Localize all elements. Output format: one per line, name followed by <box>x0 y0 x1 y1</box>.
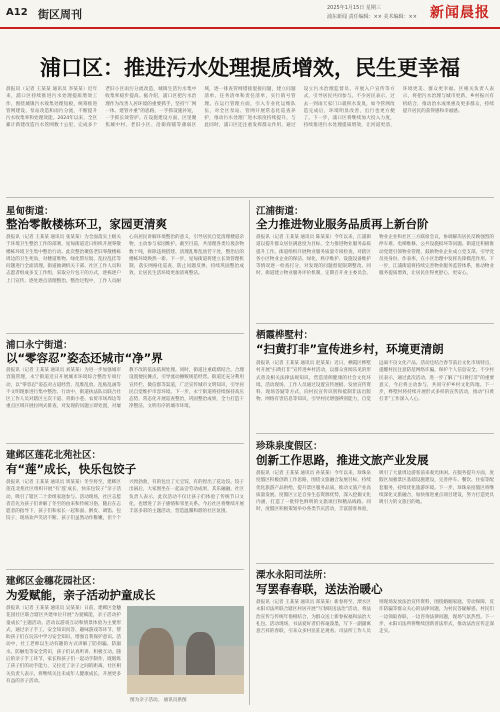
article-body: 晨报讯（记者 王某某 通讯员 吴某某）日前，建邺区金穗花园社区联合辖区共建单位开展“为爱赋能，亲子活动护童成长”主题活动。活动以游戏互动和情景体验为主要形式，通过亲子手工、安全知识问答、趣味游戏等环节，帮助孩子们在玩乐中学习安全知识，增强自我保护意识。活动中，社工老师以生动有趣的方式讲解了防拐骗、防溺水、防触电等安全常识，孩子们认真听讲、积极互动。随后的亲子手工环节，家长和孩子们一起动手制作，既锻炼了孩子们的动手能力，又拉近了亲子之间的距离。社区相关负责人表示，将继续关注未成年人健康成长，开展更多有益的亲子活动。 <box>6 606 121 684</box>
article-label: 星甸街道： <box>6 206 54 217</box>
article-title: 全力推进物业服务品质再上新台阶 <box>256 217 429 231</box>
divider <box>6 333 244 334</box>
article-title: “扫黄打非”宣传进乡村，环境更清朗 <box>256 342 444 356</box>
article-body: 晨报讯（记者 王某某 通讯员 张某某）为全面落实上级关于环境卫生整治工作的部署，星甸街道近日组织开展零散楼栋环境卫生集中整治行动。此次整治聚焦老旧零散楼栋周边的卫生死角，对楼道堆物、绿化带垃圾、乱拉乱挂等问题进行全面清理。街道抽调机关干部、社区工作人员和志愿者组成多支工作组，采取分片包干的方式，逐栋逐户上门宣传、逐处逐点清理整治。整治过程中，工作人员耐心向居民讲解环境整治的意义，引导居民自觉清理楼道杂物，主动参与家园维护。截至目前，共清理各类垃圾杂物数十吨，拆除违规搭建、清理乱堆乱放若干处，整治后的楼栋环境焕然一新。下一步，星甸街道将建立长效管理机制，落实网格化巡查，防止问题反弹，持续巩固整治成效，让居民生活环境更加清爽整洁。 <box>6 235 244 284</box>
article-photo <box>127 606 244 694</box>
divider <box>256 563 494 564</box>
article-label: 栖霞桦墅村： <box>256 330 314 341</box>
article-label: 江浦街道： <box>256 206 304 217</box>
article-body: 晨报讯（记者 王某某 通讯员 周某某）冬至将至，建邺区莲花北苑社区组织开展“有‘莲’成长，快乐包饺子”亲子活动，吸引了辖区二十余组家庭参与。活动现场，社区志愿者首先为孩子们讲解了冬至的由来和传统习俗，随后在志愿者的指导下，孩子们和家长一起和面、擀皮、调馅、包饺子，现场欢声笑语不断。孩子们虽然动作稚嫩，但个个兴致勃勃，有的包出了元宝饺，有的捏出了花边饺。饺子出锅后，大家围坐在一起品尝劳动成果，其乐融融。社区负责人表示，此次活动不仅让孩子们体验了传统节日文化，也增进了亲子感情和邻里关系。今后社区将继续开展丰富多彩的主题活动，营造温馨和谐的社区氛围。 <box>6 480 244 522</box>
article-title: 整治零散楼栋环卫，家园更清爽 <box>6 217 167 231</box>
article-label: 建邺区金穗花园社区： <box>6 576 102 587</box>
lead-headline: 浦口区：推进污水处理提质增效，民生更幸福 <box>40 56 460 80</box>
article-body: 晨报讯（记者 王某某 通讯员 刘某某）为进一步加强城市容貌管理，永宁街道近日开展城市环境综合整治专项行动，以“零容忍”姿态对占道经营、乱堆乱放、乱贴乱画等不文明现象进行集中整治。行动中，街道执法队员联合社区工作人员对辖区主次干道、背街小巷、农贸市场周边等重点区域开展拉网式排查，对发现的问题立即处置，对屡教不改的依法依规处理。同时，街道注重疏堵结合，合理设置便民摊点，引导流动摊贩规范经营。街道还充分利用宣传栏、微信群等渠道，广泛宣传城市文明知识，引导居民自觉维护市容环境。下一步，永宁街道将持续保持高压态势，常态化开展巡查整治，巩固整治成果，全力打造干净整洁、文明有序的城市环境。 <box>6 368 244 410</box>
article-body: 晨报讯（记者 王某某 通讯员 赵某某）近日，栖霞区桦墅村开展“扫黄打非”宣传进乡村活动，以群众喜闻乐见的形式普及相关法律法规知识，营造清朗健康的社会文化环境。活动现场，工作人员通过设置宣传展板、发放宣传资料、现场答疑等方式，向村民宣传识别和抵制非法出版物、网络有害信息等知识，引导村民增强辨别能力，自觉远离不良文化产品。活动还结合春节前后文化市场特点，提醒村民注意防范网络诈骗，保护个人信息安全。不少村民表示，通过此次活动，进一步了解了“扫黄打非”的重要意义，今后将主动参与，共同守护乡村文化阵地。下一步，桦墅村将持续开展形式多样的宣传活动，推动“扫黄打非”工作深入人心。 <box>256 361 494 403</box>
section-name: 街区周刊 <box>38 8 82 21</box>
issue-editors: 浦东新闻 责任编辑：×× 美术编辑：×× <box>327 14 417 20</box>
photo-caption: 图为亲子活动。 通讯员供图 <box>130 698 187 703</box>
article-title: 有“莲”成长，快乐包饺子 <box>6 462 137 476</box>
article-body: 晨报讯（记者 王某某 通讯员 陈某某）今年以来，江浦街道以提升群众居住满意度为目标，全力推进物业服务品质提升工作。街道组织开展物业服务质量专项检查，对辖区各小区物业企业的保洁、绿化、秩序维护、设施设备维护等情况逐一检查打分，对发现的问题督促限期整改。同时，街道建立物业服务评价机制，定期召开业主委员会、物业企业和社区三方联席会议，协调解决居民反映强烈的停车难、电梯维修、公共设施损坏等问题。街道还积极推动党建引领物业管理，鼓励物业企业成立党支部，引导党员亮身份、作表率，在小区治理中发挥先锋模范作用。下一步，江浦街道将持续完善物业服务监管体系，推动物业服务提质增效，让居民住得更舒心、更安心。 <box>256 235 494 277</box>
issue-date: 2025年1月15日 星期三 <box>327 5 381 11</box>
divider <box>256 323 494 324</box>
article-body: 晨报讯（记者 王某某 通讯员 郑某某）新春将至，溧水区永阳司法所联合辖区村居开展“写春联送法治”活动，将法治宣传与传统年俗相结合，为群众送上新春祝福和法治大礼包。活动现场，书法爱好者们挥毫泼墨，写下一副副寓意吉祥的春联，引来众多村民驻足观看。司法所工作人员则现场发放法治宣传资料，围绕婚姻家庭、劳动保障、反诈防骗等群众关心的法律问题，为村民答疑解惑。村民们一边领取春联，一边咨询法律问题，现场气氛热烈。下一步，永阳司法所将继续创新普法形式，推动法治宣传走深走实。 <box>256 600 494 635</box>
article-label: 建邺区莲花北苑社区： <box>6 450 102 461</box>
article-label: 浦口永宁街道： <box>6 340 73 351</box>
section-number: A12 <box>6 7 28 18</box>
header-rule <box>0 27 500 29</box>
article-title: 以“零容忍”姿态还城市“净”界 <box>6 351 163 365</box>
divider <box>6 443 244 444</box>
divider <box>6 197 494 198</box>
article-label: 珍珠泉度假区： <box>256 441 323 452</box>
divider <box>6 569 244 570</box>
article-title: 写罢春春联，送法治暖心 <box>256 582 383 596</box>
divider <box>256 433 494 434</box>
article-title: 为爱赋能，亲子活动护童成长 <box>6 588 156 602</box>
newspaper-logo: 新闻晨报 <box>430 5 490 21</box>
article-title: 创新工作思路，推进文旅产业发展 <box>256 453 429 467</box>
column-divider <box>249 200 250 705</box>
page-header <box>0 0 500 30</box>
article-body: 晨报讯（记者 王某某 通讯员 孙某某）今年以来，珍珠泉度假区积极创新工作思路，围绕文旅融合发展目标，持续优化旅游产品供给，提升景区服务品质，推动文旅产业高质量发展。度假区立足自身生态资源优势，深入挖掘文化内涵，打造了一批特色鲜明的文旅项目和精品线路。同时，度假区积极策划举办各类节庆活动，丰富游客体验，吸引了大量周边游客前来观光休闲。在服务提升方面，度假区加强景区基础设施建设，完善停车、餐饮、住宿等配套服务，持续优化旅游环境。下一步，珍珠泉度假区将继续深化文旅融合，加快推进重点项目建设，努力打造更具吸引力的文旅目的地。 <box>256 471 494 513</box>
lead-body: 晨报讯（记者 王某某 通讯员 李某某）近年来，浦口区持续推进污水处理提质增效工作，围绕城镇污水收集处理短板，统筹推进管网建设、泵站改造和雨污分流，不断提升污水收集率和处理效能。2024年以来，全区累计新建改造污水管网数十公里，完成多个老旧小区雨污分流改造，城镇生活污水集中收集率稳步提高。据介绍，浦口区把污水治理作为改善人居环境的重要抓手，坚持“厂网一体、建管并重”的思路，一手抓设施补短，一手抓长效管护。在设施建设方面，区里聚焦城中村、老旧小区、沿街商铺等薄弱区域，逐一排查管网错接混接问题，建立问题清单、任务清单和责任清单，实行销号管理。在运行管理方面，引入专业化运维队伍，对全区泵站、管网开展常态化巡查养护，推动污水处理厂进水浓度持续提升。与此同时，浦口区还注重发挥群众作用，通过设立污水治理监督员、开展入户宣传等方式，引导居民共同参与。不少居民表示，过去一到雨天家门口就积水发臭，如今管网改造完成后，环境明显改善，出行也更方便了。下一步，浦口区将继续加大投入力度，持续推进污水处理提质增效，让河道更清、环境更美、群众更幸福。区相关负责人表示，将把污水治理与城市更新、乡村振兴有机结合，推动治水成果惠及更多群众，持续提升居民的获得感和幸福感。 <box>6 87 494 129</box>
article-label: 溧水永阳司法所： <box>256 570 333 581</box>
